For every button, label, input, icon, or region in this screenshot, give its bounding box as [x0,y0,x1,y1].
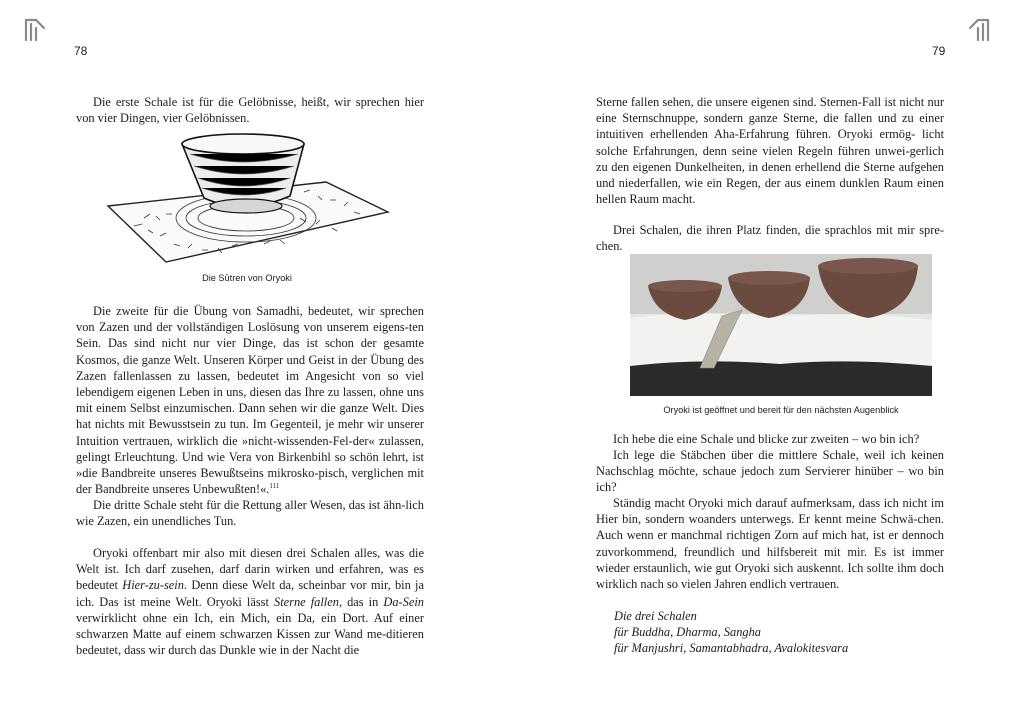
paragraph-oryoki-reveals: Oryoki offenbart mir also mit diesen drei Schalen alles, was die Welt ist. Ich darf zusehen, darf darin wirken und erfahren, was es bedeutet Hier-zu-sein. Denn diese Welt da, scheinbar vor mir, bin ja ich. Das ist meine Welt. Oryoki lässt Sterne fallen, das in Da-Sein verwirklicht ohne ein Ich, ein Mich, ein Da, ein Dort. Auf einer schwarzen Matte auf einem schwarzen Kissen zur Wand me-ditieren bedeutet, dass wir durch das Dunkle wie in der Nacht die [76,546,424,658]
oryoki-sutra-sketch [104,126,390,274]
oryoki-bowls-photo [630,254,932,396]
paragraph-third-bowl: Die dritte Schale steht für die Rettung aller Wesen, das ist ähn-lich wie Zazen, ein unendliches Tun. [76,498,424,529]
publisher-logo-icon [22,14,52,44]
page-number: 78 [74,44,88,58]
photo-caption: Oryoki ist geöffnet und bereit für den nächsten Augenblick [663,405,899,415]
poem-line: Die drei Schalen [614,609,697,623]
publisher-logo-icon [962,14,992,44]
figure-caption: Die Sūtren von Oryoki [202,273,292,283]
poem-line: für Buddha, Dharma, Sangha [614,625,761,640]
paragraph-falling-stars: Sterne fallen sehen, die unsere eigenen sind. Sternen-Fall ist nicht nur eine Sternschnuppe, sondern ganze Sterne, die fallen und zu einer intuitiven erhellenden Aha-Erfahrung führen. Oryoki ermög- licht solche Erfahrungen, denn seine vielen Regeln führen unwei-gerlich zu den eigenen Dunkelheiten, in denen erhellend die Sterne aufgehen und niederfallen, wie ein Regen, der aus einem dunklen Raum einen hellen Raum macht. [596,95,945,207]
paragraph-second-bowl: Die zweite für die Übung von Samadhi, bedeutet, wir sprechen von Zazen und der vollständigen Loslösung von unserem eigens-ten Sein. Das sind nicht nur vier Dinge, das ist schon der gesamte Kosmos, die ganze Welt. Unseren Körper und Geist in der Übung des Zazen fallenlassen zu lassen, bedeutet im Angesicht von so viel lebendigem eigenen Leben in uns, diesen das Ihre zu lassen, ohne uns mit einem Selbst einzumischen. Dann sehen wir die ganze Welt. Dies hat nichts mit Bewusstsein zu tun. Im Gegenteil, je mehr wir unserer Intuition vertrauen, wirklich die »nicht-wissenden-Fel-der« zulassen, gelingt Erleuchtung. Und wie Vera von Birkenbihl so schön lehrt, ist »die Bandbreite unseres Bewußtseins mikrosko-pisch, verglichen mit der Bandbreite unseres Unbewußten!«.$^{111}$ [76,304,425,497]
footnote-reference: 111 [269,482,280,491]
paragraph-constantly: Ständig macht Oryoki mich darauf aufmerksam, dass ich nicht im Hier bin, sondern woanders unterwegs. Er kennt meine Schwä-chen. Auch wenn er manchmal richtigen Zorn auf mich hat, ist er dennoch zuvorkommend, freundlich und hilfsbereit mit mir. Es ist immer wieder erstaunlich, wie gut Oryoki sich auskennt. Ich sollte ihm doch wirklich nach so vielen Jahren endlich vertrauen. [596,496,945,592]
paragraph-lift-bowl: Ich hebe die eine Schale und blicke zur zweiten – wo bin ich? [613,432,920,446]
paragraph-chopsticks: Ich lege die Stäbchen über die mittlere Schale, weil ich keinen Nachschlag möchte, schaue jedoch zum Servierer hinüber – wo bin ich? [596,448,944,495]
paragraph-first-bowl: Die erste Schale ist für die Gelöbnisse, heißt, wir sprechen hier von vier Dingen, vier Gelöbnissen. [76,95,424,126]
poem-three-bowls [614,608,944,657]
page-number: 79 [932,44,946,58]
paragraph-three-bowls: Drei Schalen, die ihren Platz finden, die sprachlos mit mir spre-chen. [596,223,944,254]
poem-line: für Manjushri, Samantabhadra, Avalokitesvara [614,641,849,656]
